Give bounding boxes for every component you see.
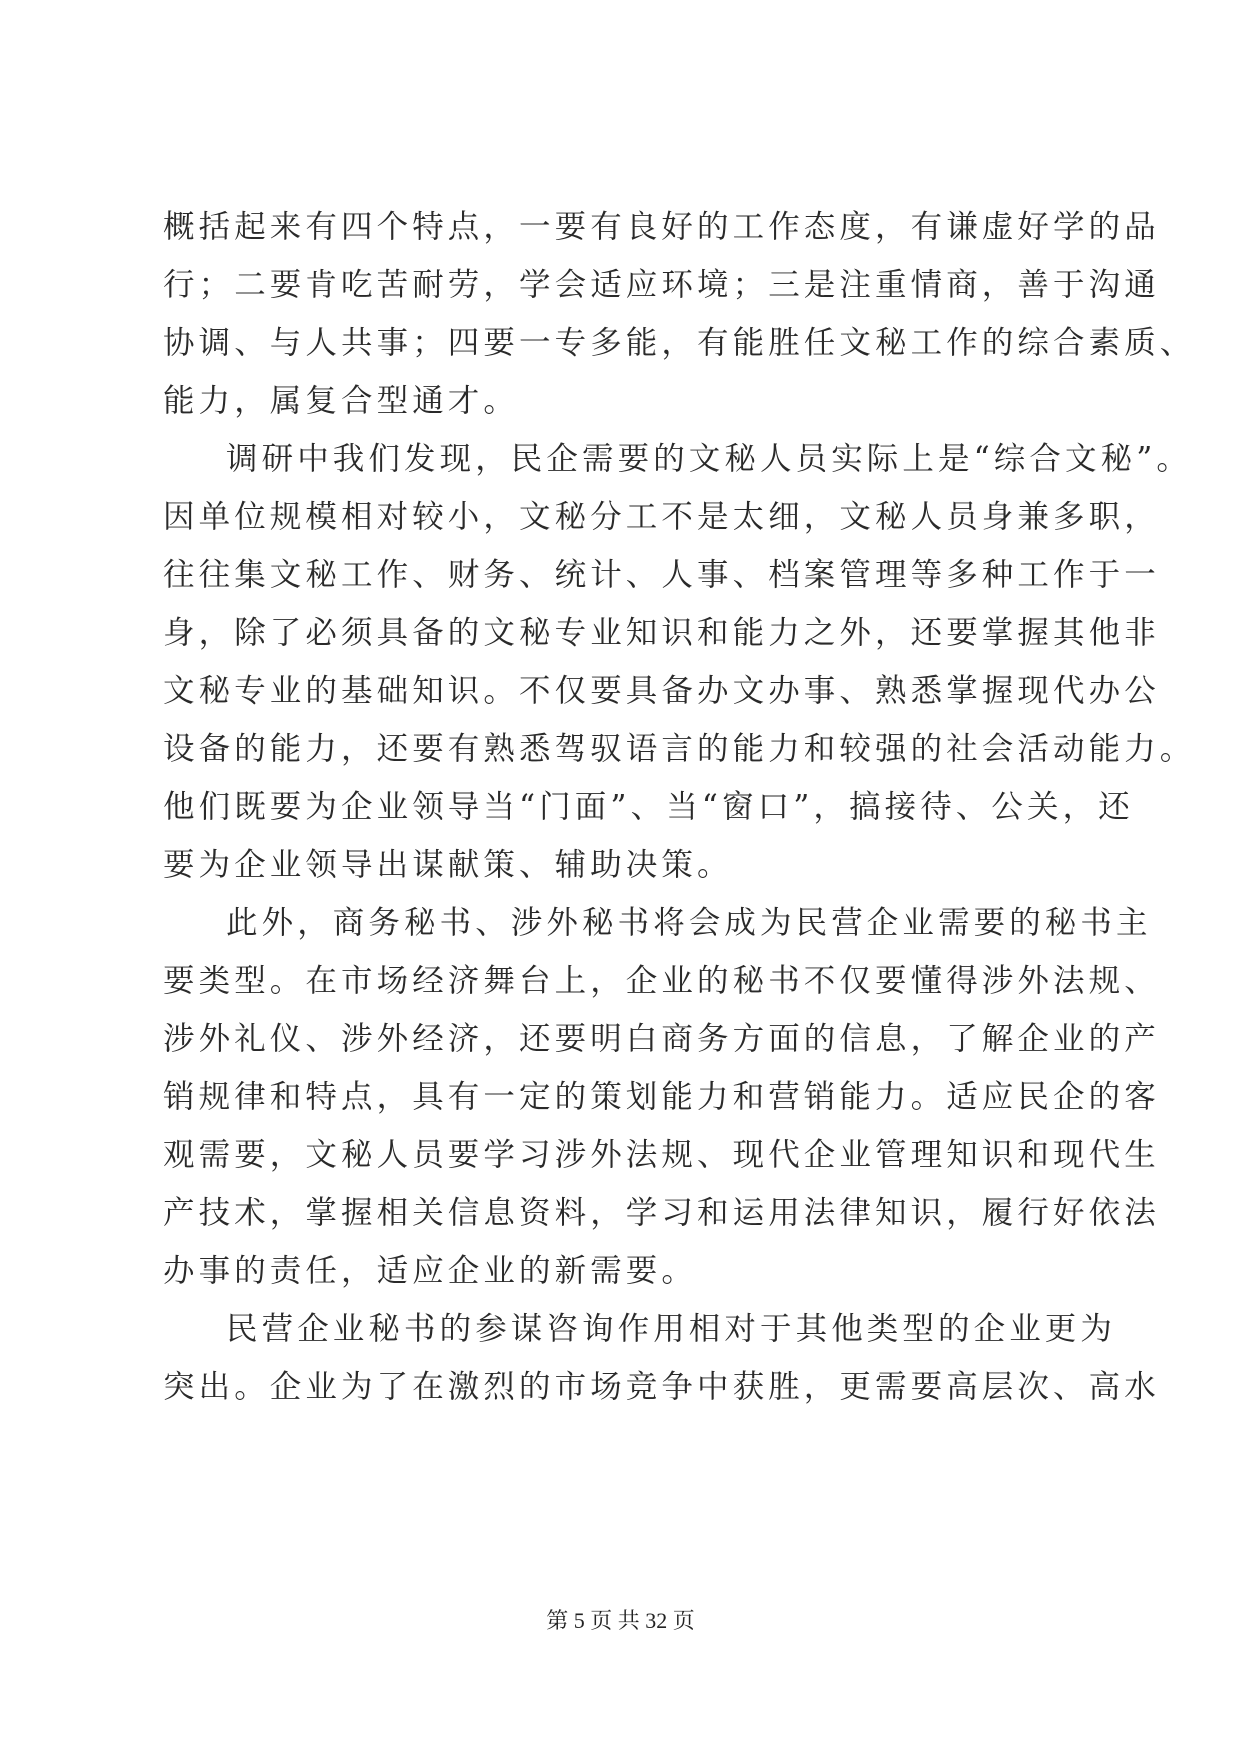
text-line: 协调、与人共事；四要一专多能，有能胜任文秘工作的综合素质、 (163, 325, 1196, 361)
text-line: 往往集文秘工作、财务、统计、人事、档案管理等多种工作于一 (163, 557, 1160, 593)
text-line: 要类型。在市场经济舞台上，企业的秘书不仅要懂得涉外法规、 (163, 963, 1160, 999)
text-line: 他们既要为企业领导当“门面”、当“窗口”，搞接待、公关，还 (163, 789, 1134, 825)
text-line: 要为企业领导出谋献策、辅助决策。 (163, 847, 733, 883)
text-line: 能力，属复合型通才。 (163, 383, 520, 419)
paragraph-start-line: 民营企业秘书的参谋咨询作用相对于其他类型的企业更为 (226, 1311, 1117, 1347)
text-line: 行；二要肯吃苦耐劳，学会适应环境；三是注重情商，善于沟通 (163, 267, 1160, 303)
text-line: 因单位规模相对较小，文秘分工不是太细，文秘人员身兼多职， (163, 499, 1160, 535)
page-number-footer: 第 5 页 共 32 页 (546, 1608, 695, 1633)
text-line: 销规律和特点，具有一定的策划能力和营销能力。适应民企的客 (163, 1079, 1160, 1115)
text-line: 涉外礼仪、涉外经济，还要明白商务方面的信息，了解企业的产 (163, 1021, 1160, 1057)
paragraph-start-line: 此外，商务秘书、涉外秘书将会成为民营企业需要的秘书主 (226, 905, 1152, 941)
text-line: 设备的能力，还要有熟悉驾驭语言的能力和较强的社会活动能力。 (163, 731, 1196, 767)
text-line: 观需要，文秘人员要学习涉外法规、现代企业管理知识和现代生 (163, 1137, 1160, 1173)
text-line: 突出。企业为了在激烈的市场竞争中获胜，更需要高层次、高水 (163, 1369, 1160, 1405)
text-line: 办事的责任，适应企业的新需要。 (163, 1253, 698, 1289)
text-line: 身，除了必须具备的文秘专业知识和能力之外，还要掌握其他非 (163, 615, 1160, 651)
text-line: 文秘专业的基础知识。不仅要具备办文办事、熟悉掌握现代办公 (163, 673, 1160, 709)
text-line: 产技术，掌握相关信息资料，学习和运用法律知识，履行好依法 (163, 1195, 1160, 1231)
paragraph-start-line: 调研中我们发现，民企需要的文秘人员实际上是“综合文秘”。 (226, 441, 1193, 477)
text-line: 概括起来有四个特点，一要有良好的工作态度，有谦虚好学的品 (163, 209, 1160, 245)
